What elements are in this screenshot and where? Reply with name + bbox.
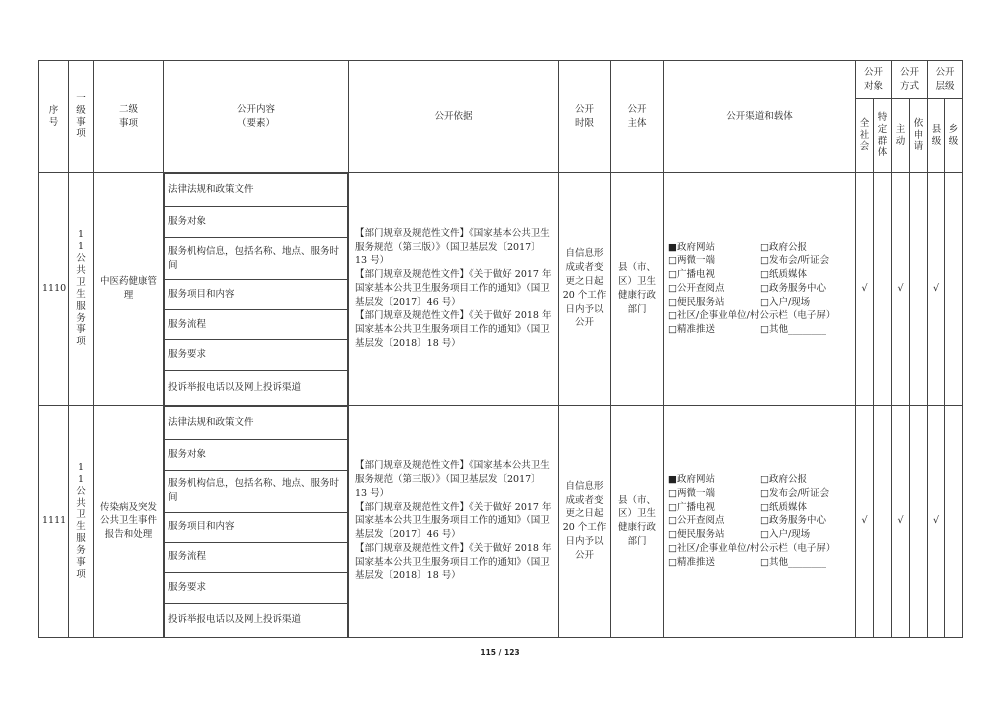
row-target-all: √ [856,173,874,406]
disclosure-table [38,60,963,638]
content-item: 服务流程 [165,542,348,572]
header-subject: 公开主体 [611,61,664,173]
channel-item: □其他________ [760,324,826,336]
header-method-apply: 依申请 [910,99,928,173]
header-level-township: 乡级 [945,99,963,173]
row-contents [164,405,349,638]
channel-item: □其他________ [760,556,826,568]
header-channels: 公开渠道和载体 [664,61,856,173]
channel-item: □便民服务站 [668,529,725,541]
content-item: 服务要求 [165,340,348,371]
channel-item: ■政府网站 [668,474,715,486]
row-channels [664,405,856,638]
channel-item: □入户/现场 [760,296,811,308]
row-level1: 11公共卫生服务事项 [69,173,94,406]
row-level-township [945,173,963,406]
channel-item: □政府公报 [760,474,807,486]
header-seq: 序号 [39,61,69,173]
channel-item: □社区/企事业单位/村公示栏（电子屏） [668,542,836,554]
row-time-limit: 自信息形成或者变更之日起 20 个工作日内予以公开 [559,405,611,638]
row-basis [349,405,559,638]
row-method-active: √ [892,405,910,638]
header-time-limit: 公开时限 [559,61,611,173]
channel-item: □便民服务站 [668,296,725,308]
channel-item: □纸质媒体 [760,501,807,513]
row-level-county: √ [928,173,945,406]
channel-item: □公开查阅点 [668,515,725,527]
row-time-limit: 自信息形成或者变更之日起 20 个工作日内予以公开 [559,173,611,406]
row-basis [349,173,559,406]
row-level1: 11公共卫生服务事项 [69,405,94,638]
row-level-county: √ [928,405,945,638]
content-item: 服务机构信息，包括名称、地点、服务时间 [165,470,348,512]
content-item: 服务对象 [165,207,348,238]
basis-item: 【部门规章及规范性文件】《关于做好 2018 年国家基本公共卫生服务项目工作的通知》（国卫基层发〔2018〕18 号） [355,310,552,349]
header-level2: 二级事项 [94,61,164,173]
channel-item: □政务服务中心 [760,282,826,294]
header-target-group: 公开对象 [856,61,892,99]
content-item: 法律法规和政策文件 [165,406,348,439]
row-method-apply [910,405,928,638]
channel-item: □入户/现场 [760,529,811,541]
basis-item: 【部门规章及规范性文件】《关于做好 2017 年国家基本公共卫生服务项目工作的通知》（国卫基层发〔2017〕46 号） [355,269,552,308]
header-basis: 公开依据 [349,61,559,173]
row-target-specific [874,173,892,406]
channel-item: □发布会/听证会 [760,255,830,267]
content-item: 服务对象 [165,439,348,470]
basis-item: 【部门规章及规范性文件】《国家基本公共卫生服务规范（第三版）》（国卫基层发〔2017〕13 号） [355,460,550,499]
row-subject: 县（市、区）卫生健康行政部门 [611,173,664,406]
basis-item: 【部门规章及规范性文件】《国家基本公共卫生服务规范（第三版）》（国卫基层发〔2017〕13 号） [355,227,550,267]
content-item: 服务机构信息，包括名称、地点、服务时间 [165,238,348,280]
basis-item: 【部门规章及规范性文件】《关于做好 2018 年国家基本公共卫生服务项目工作的通知》（国卫基层发〔2018〕18 号） [355,542,552,582]
row-method-apply [910,173,928,406]
channel-item: □社区/企事业单位/村公示栏（电子屏） [668,310,836,322]
channel-item: □两微一端 [668,255,715,267]
header-target-specific: 特定群体 [874,99,892,173]
row-subject: 县（市、区）卫生健康行政部门 [611,405,664,638]
row-channels [664,173,856,406]
row-seq: 1110 [39,173,69,406]
content-item: 服务流程 [165,310,348,340]
content-item: 法律法规和政策文件 [165,174,348,207]
content-item: 服务项目和内容 [165,280,348,310]
row-target-all: √ [856,405,874,638]
page-number: 115 / 123 [480,648,520,657]
row-level2: 传染病及突发公共卫生事件报告和处理 [94,405,164,638]
table-row [39,173,963,406]
channel-item: □发布会/听证会 [760,487,830,499]
content-item: 服务要求 [165,572,348,603]
channel-item: □纸质媒体 [760,269,807,281]
row-target-specific [874,405,892,638]
content-item: 服务项目和内容 [165,512,348,542]
channel-item: □广播电视 [668,269,715,281]
header-level-group: 公开层级 [928,61,963,99]
channel-item: □政府公报 [760,241,807,253]
channel-item: □广播电视 [668,501,715,513]
header-level-county: 县级 [928,99,945,173]
row-method-active: √ [892,173,910,406]
header-content [164,61,349,173]
row-level-township [945,405,963,638]
row-seq: 1111 [39,405,69,638]
channel-item: □精准推送 [668,556,715,568]
channel-item: □两微一端 [668,487,715,499]
channel-item: ■政府网站 [668,241,715,253]
header-method-active: 主动 [892,99,910,173]
row-level2: 中医药健康管理 [94,173,164,406]
channel-item: □精准推送 [668,324,715,336]
header-content-sub: （要素） [236,117,275,129]
content-item: 投诉举报电话以及网上投诉渠道 [165,603,348,637]
basis-item: 【部门规章及规范性文件】《关于做好 2017 年国家基本公共卫生服务项目工作的通知》（国卫基层发〔2017〕46 号） [355,501,552,541]
header-target-all: 全社会 [856,99,874,173]
header-content-main: 公开内容 [236,103,275,115]
content-item: 投诉举报电话以及网上投诉渠道 [165,371,348,405]
channel-item: □公开查阅点 [668,282,725,294]
table-row [39,405,963,638]
header-method-group: 公开方式 [892,61,928,99]
header-level1: 一级事项 [69,61,94,173]
channel-item: □政务服务中心 [760,515,826,527]
row-contents [164,173,349,406]
